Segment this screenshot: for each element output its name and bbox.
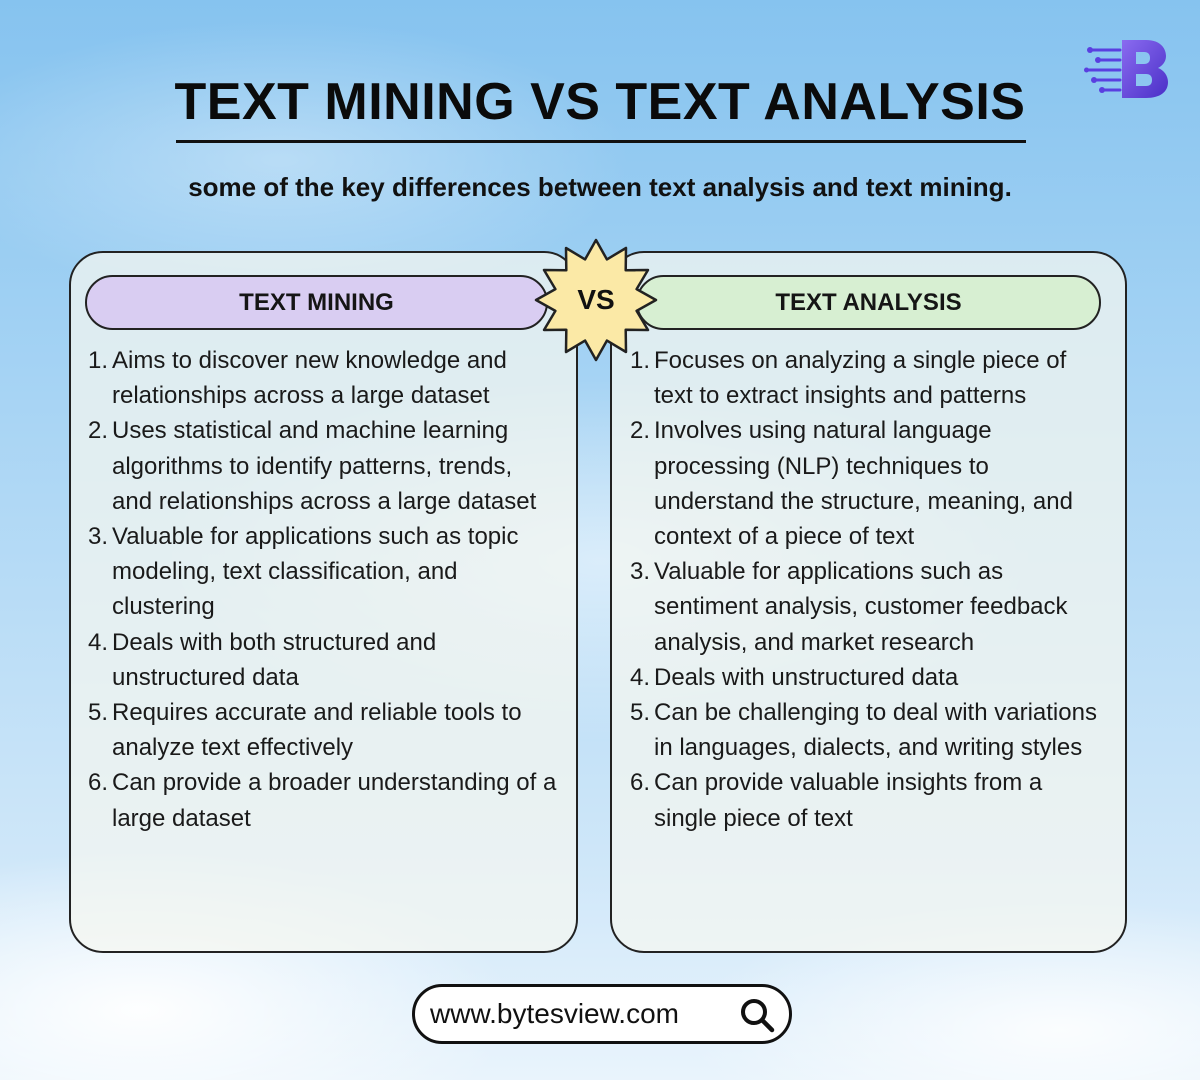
list-item-text: Involves using natural language processing (NLP) techniques to understand the structure, meaning, and context of a piece of text (654, 417, 1073, 551)
list-item-text: Aims to discover new knowledge and relationships across a large dataset (112, 347, 507, 410)
list-item-number: 6. (88, 769, 109, 797)
list-item-text: Valuable for applications such as sentiment analysis, customer feedback analysis, and market research (654, 558, 1068, 656)
list-item-number: 1. (630, 347, 651, 374)
list-item-text: Deals with unstructured data (654, 663, 959, 691)
list-item (630, 660, 1100, 695)
title-underline (176, 140, 1026, 143)
page-title: TEXT MINING VS TEXT ANALYSIS (174, 73, 1026, 131)
list-item (88, 519, 558, 625)
search-icon[interactable] (738, 996, 776, 1034)
list-item (88, 413, 558, 519)
list-item-number: 4. (88, 628, 109, 656)
list-item-text: Deals with both structured and unstructured data (112, 628, 437, 691)
list-item (630, 554, 1100, 660)
list-item-text: Valuable for applications such as topic modeling, text classification, and clustering (112, 523, 519, 621)
list-item-number: 3. (88, 523, 109, 551)
list-item-number: 2. (88, 417, 109, 445)
list-item (88, 765, 558, 835)
list-item (630, 695, 1100, 765)
list-item (88, 695, 558, 765)
website-url[interactable]: www.bytesview.com (430, 998, 679, 1029)
text-mining-list (88, 343, 558, 836)
list-item-number: 1. (88, 347, 109, 374)
vs-label: VS (577, 284, 615, 315)
list-item (88, 343, 558, 413)
list-item-text: Focuses on analyzing a single piece of text to extract insights and patterns (654, 347, 1067, 410)
page-subtitle: some of the key differences between text analysis and text mining. (188, 172, 1012, 202)
list-item-text: Can be challenging to deal with variations in languages, dialects, and writing styles (654, 699, 1097, 762)
list-item-text: Requires accurate and reliable tools to analyze text effectively (112, 699, 522, 762)
list-item (630, 765, 1100, 835)
list-item-text: Can provide valuable insights from a single piece of text (654, 769, 1043, 832)
list-item (630, 413, 1100, 554)
list-item (88, 625, 558, 695)
list-item-number: 2. (630, 417, 651, 445)
list-item (630, 343, 1100, 413)
list-item-number: 6. (630, 769, 651, 797)
text-analysis-heading: TEXT ANALYSIS (636, 275, 1101, 330)
text-mining-heading: TEXT MINING (85, 275, 548, 330)
list-item-number: 3. (630, 558, 651, 586)
list-item-number: 5. (88, 699, 109, 727)
list-item-number: 4. (630, 663, 651, 691)
list-item-number: 5. (630, 699, 651, 727)
text-analysis-list (630, 343, 1100, 836)
list-item-text: Can provide a broader understanding of a large dataset (112, 769, 557, 832)
list-item-text: Uses statistical and machine learning algorithms to identify patterns, trends, and relationships across a large dataset (112, 417, 537, 515)
